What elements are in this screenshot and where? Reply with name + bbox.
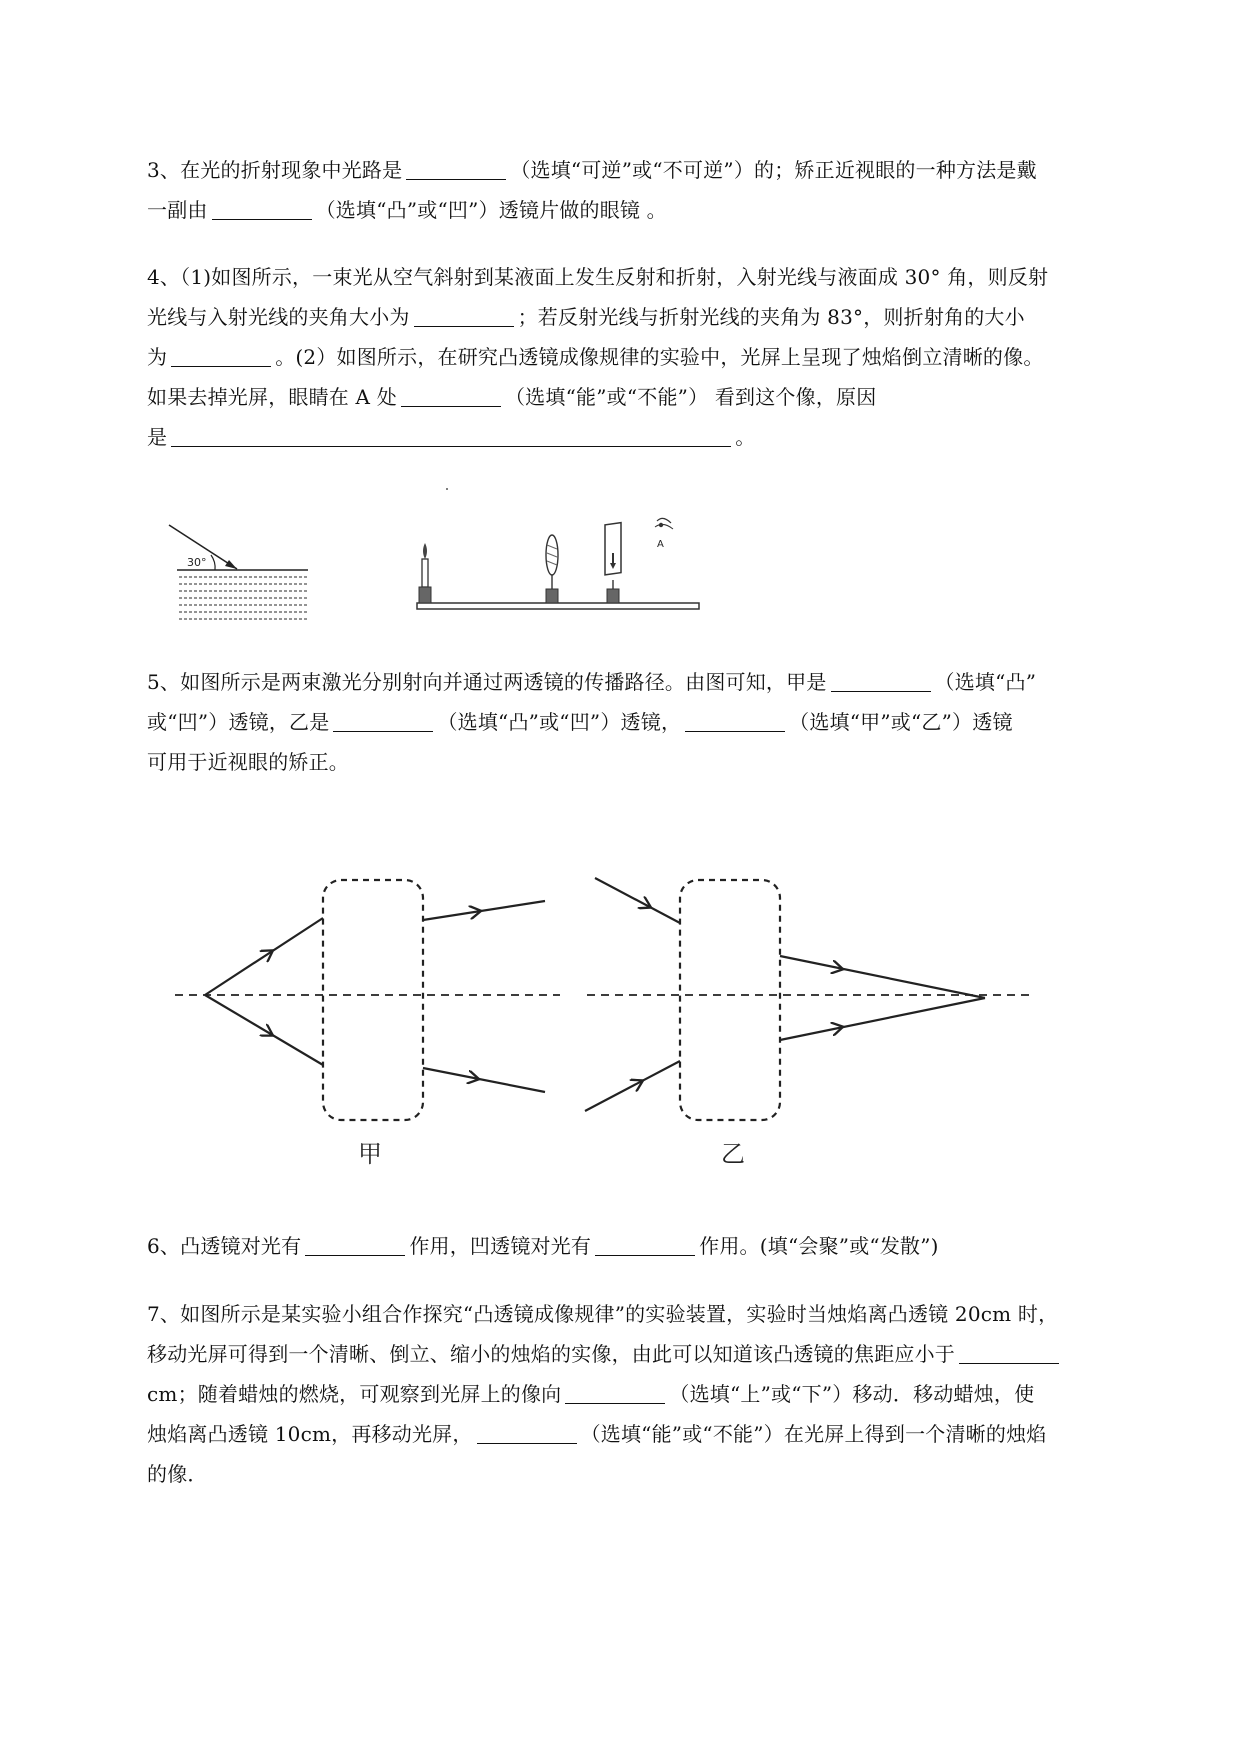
- q5-line-2: [147, 702, 1147, 742]
- lens-ray-figure: [0, 860, 1241, 1190]
- q3-line-2: [147, 190, 1147, 230]
- q3-text: （选填“凸”或“凹”）透镜片做的眼镜 。: [315, 198, 667, 222]
- angle-label: 30°: [187, 556, 207, 569]
- q4-text: 。(2）如图所示，在研究凸透镜成像规律的实验中，光屏上呈现了烛焰倒立清晰的像。: [275, 345, 1044, 369]
- q4-blank-1[interactable]: [414, 304, 514, 327]
- q7-blank-3[interactable]: [477, 1421, 577, 1444]
- q7-text: （选填“能”或“不能”）在光屏上得到一个清晰的烛焰: [580, 1422, 1047, 1446]
- q3-blank-1[interactable]: [406, 157, 506, 180]
- q3-text: （选填“可逆”或“不可逆”）的；矫正近视眼的一种方法是戴: [510, 158, 1037, 182]
- arrow-icon: [423, 1068, 478, 1079]
- q4-line-3: [147, 337, 1147, 377]
- q5-text: （选填“甲”或“乙”）透镜: [789, 710, 1013, 734]
- question-7: [147, 1294, 1147, 1494]
- q7-text: 7、如图所示是某实验小组合作探究“凸透镜成像规律”的实验装置，实验时当烛焰离凸透镜 20cm 时，: [147, 1302, 1059, 1326]
- arrow-icon: [205, 995, 272, 1035]
- q4-line-5: [147, 417, 1147, 457]
- question-4: [147, 257, 1147, 457]
- q4-text: 光线与入射光线的夹角大小为: [147, 305, 410, 329]
- arrow-icon: [780, 1027, 842, 1040]
- light-screen: [605, 523, 621, 603]
- eye-position-label: A: [657, 539, 664, 550]
- q5-text: 或“凹”）透镜，乙是: [147, 710, 330, 734]
- arrow-icon: [423, 911, 480, 920]
- q6-text: 6、凸透镜对光有: [147, 1234, 302, 1258]
- convex-lens: [546, 535, 558, 603]
- ray-arrow-icon: [225, 560, 237, 569]
- q7-text: 烛焰离凸透镜 10cm，再移动光屏，: [147, 1422, 473, 1446]
- q7-blank-1[interactable]: [959, 1341, 1059, 1364]
- q6-text: 作用。(填“会聚”或“发散”): [699, 1234, 939, 1258]
- q4-blank-4[interactable]: [171, 424, 731, 447]
- q7-line-4: [147, 1414, 1147, 1454]
- lens-yi: [680, 880, 780, 1120]
- question-5: [147, 662, 1147, 782]
- q4-text: 。: [735, 425, 756, 449]
- q4-blank-2[interactable]: [171, 344, 271, 367]
- q5-text: 5、如图所示是两束激光分别射向并通过两透镜的传播路径。由图可知，甲是: [147, 670, 827, 694]
- arrow-icon: [780, 956, 842, 969]
- q4-text: 如果去掉光屏，眼睛在 A 处: [147, 385, 397, 409]
- q3-text: 一副由: [147, 198, 208, 222]
- q5-text: （选填“凸”或“凹”）透镜，: [437, 710, 682, 734]
- question-3: [147, 150, 1147, 230]
- arrow-icon: [585, 1081, 642, 1111]
- q7-line-1: [147, 1294, 1147, 1334]
- candle: [419, 543, 431, 603]
- arrow-icon: [205, 951, 272, 995]
- q4-line-1: [147, 257, 1147, 297]
- q5-text: （选填“凸”: [934, 670, 1037, 694]
- lens-label-yi: 乙: [721, 1140, 745, 1168]
- bench-rail: [417, 603, 699, 609]
- lens-jia: [323, 880, 423, 1120]
- arrow-icon: [595, 878, 650, 907]
- q3-blank-2[interactable]: [212, 197, 312, 220]
- q3-line-1: [147, 150, 1147, 190]
- lens-yi-diagram: [585, 878, 1030, 1168]
- q7-line-5: [147, 1454, 1147, 1494]
- q6-line-1: [147, 1226, 1147, 1266]
- q7-blank-2[interactable]: [565, 1381, 665, 1404]
- angle-arc: [211, 555, 215, 570]
- q4-line-2: [147, 297, 1147, 337]
- q4-text: ；若反射光线与折射光线的夹角为 83°，则折射角的大小: [517, 305, 1025, 329]
- q4-text: 是: [147, 425, 168, 449]
- q4-text: （选填“能”或“不能”） 看到这个像，原因: [504, 385, 877, 409]
- q7-text: （选填“上”或“下”）移动．移动蜡烛，使: [669, 1382, 1035, 1406]
- q5-blank-2[interactable]: [333, 709, 433, 732]
- liquid-hatching: [179, 577, 308, 619]
- q5-text: 可用于近视眼的矫正。: [147, 750, 349, 774]
- q5-blank-1[interactable]: [831, 669, 931, 692]
- q7-text: cm；随着蜡烛的燃烧，可观察到光屏上的像向: [147, 1382, 562, 1406]
- q6-blank-2[interactable]: [595, 1233, 695, 1256]
- eye-icon: [655, 518, 673, 529]
- q7-line-3: [147, 1374, 1147, 1414]
- q4-text: 4、（1)如图所示，一束光从空气斜射到某液面上发生反射和折射，入射光线与液面成 30° 角，则反射: [147, 265, 1049, 289]
- q4-text: 为: [147, 345, 168, 369]
- q6-text: 作用，凹透镜对光有: [409, 1234, 592, 1258]
- flame-icon: [423, 543, 427, 559]
- speck: [446, 488, 448, 490]
- optical-bench-figure: [405, 485, 705, 630]
- reflection-figure: [165, 515, 310, 630]
- q7-text: 移动光屏可得到一个清晰、倒立、缩小的烛焰的实像，由此可以知道该凸透镜的焦距应小于: [147, 1342, 955, 1366]
- q3-text: 3、在光的折射现象中光路是: [147, 158, 403, 182]
- lens-label-jia: 甲: [358, 1140, 382, 1168]
- lens-jia-diagram: [175, 880, 560, 1168]
- q7-line-2: [147, 1334, 1147, 1374]
- question-6: [147, 1226, 1147, 1266]
- q5-blank-3[interactable]: [685, 709, 785, 732]
- q4-blank-3[interactable]: [401, 384, 501, 407]
- q6-blank-1[interactable]: [305, 1233, 405, 1256]
- q5-line-3: [147, 742, 1147, 782]
- q7-text: 的像．: [147, 1462, 208, 1486]
- q5-line-1: [147, 662, 1147, 702]
- q4-line-4: [147, 377, 1147, 417]
